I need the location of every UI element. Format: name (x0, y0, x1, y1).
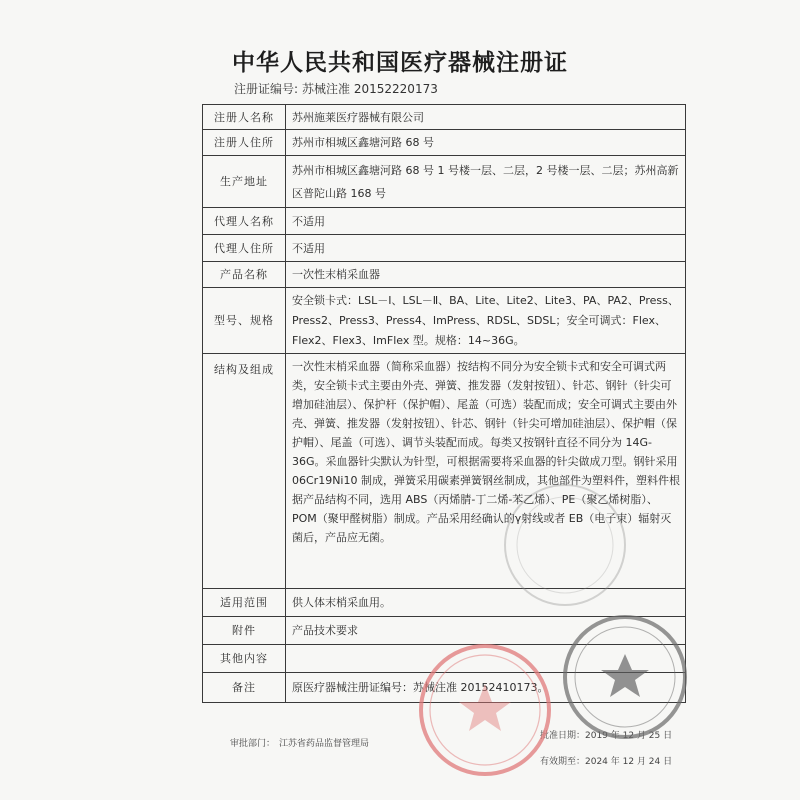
gray-seal-stamp (560, 612, 690, 742)
value-agent-address: 不适用 (286, 235, 686, 262)
value-scope: 供人体末梢采血用。 (286, 589, 686, 617)
value-registrant-address: 苏州市相城区鑫塘河路 68 号 (286, 130, 686, 156)
label-attachment: 附件 (203, 617, 286, 645)
label-agent-address: 代理人住所 (203, 235, 286, 262)
row-agent-address (203, 235, 686, 262)
approval-authority-label: 审批部门： (230, 739, 276, 749)
label-registrant-name: 注册人名称 (203, 105, 286, 130)
approval-authority-value: 江苏省药品监督管理局 (279, 739, 370, 749)
row-product-name (203, 262, 686, 288)
label-structure: 结构及组成 (203, 354, 286, 589)
valid-until-date: 有效期至：2024 年 12 月 24 日 (540, 757, 673, 767)
value-registrant-name: 苏州施莱医疗器械有限公司 (286, 105, 686, 130)
row-registrant-address (203, 130, 686, 156)
row-agent-name (203, 208, 686, 235)
red-seal-stamp (415, 640, 555, 780)
watermark-seal (500, 480, 630, 610)
registration-number-label: 注册证编号: (234, 82, 299, 96)
value-attachment: 产品技术要求 (286, 617, 686, 645)
value-product-name: 一次性末梢采血器 (286, 262, 686, 288)
row-registrant-name (203, 105, 686, 130)
label-agent-name: 代理人名称 (203, 208, 286, 235)
label-registrant-address: 注册人住所 (203, 130, 286, 156)
label-other: 其他内容 (203, 645, 286, 673)
registration-number (234, 80, 438, 97)
value-remarks: 原医疗器械注册证编号：苏械注准 20152410173。 (286, 673, 686, 703)
label-remarks: 备注 (203, 673, 286, 703)
label-production-address: 生产地址 (203, 156, 286, 208)
label-model-spec: 型号、规格 (203, 288, 286, 354)
row-production-address (203, 156, 686, 208)
value-structure: 一次性末梢采血器（简称采血器）按结构不同分为安全锁卡式和安全可调式两类，安全锁卡式主要由外壳、弹簧、推发器（发射按钮）、针芯、钢针（针尖可增加硅油层）、保护杆（保护帽）、尾盖（可选）装配而成；安全可调式主要由外壳、弹簧、推发器（发射按钮）、针芯、钢针（针尖可增加硅油层）、保护帽（保护帽）、尾盖（可选）、调节头装配而成。每类又按钢针直径不同分为 14G-36G。采血器针尖默认为针型，可根据需要将采血器的针尖做成刀型。钢针采用 06Cr19Ni10 制成，弹簧采用碳素弹簧钢丝制成，其他部件为塑料件，塑料件根据产品结构不同，选用 ABS（丙烯腈-丁二烯-苯乙烯）、PE（聚乙烯树脂）、POM（聚甲醛树脂）制成。产品采用经确认的γ射线或者 EB（电子束）辐射灭菌后，产品应无菌。 (286, 354, 686, 589)
certificate-title: 中华人民共和国医疗器械注册证 (232, 49, 568, 76)
label-product-name: 产品名称 (203, 262, 286, 288)
approval-date: 批准日期：2019 年 12 月 25 日 (540, 731, 673, 741)
registration-number-value: 苏械注准 20152220173 (302, 82, 438, 96)
value-agent-name: 不适用 (286, 208, 686, 235)
value-production-address: 苏州市相城区鑫塘河路 68 号 1 号楼一层、二层，2 号楼一层、二层；苏州高新区普陀山路 168 号 (286, 156, 686, 208)
label-scope: 适用范围 (203, 589, 286, 617)
approval-authority (230, 736, 369, 749)
row-model-spec (203, 288, 686, 354)
value-model-spec: 安全锁卡式：LSL－Ⅰ、LSL－Ⅱ、BA、Lite、Lite2、Lite3、PA、PA2、Press、Press2、Press3、Press4、ImPress、RDSL、SDSL；安全可调式：Flex、Flex2、Flex3、ImFlex 型。规格：14~36G。 (286, 288, 686, 354)
